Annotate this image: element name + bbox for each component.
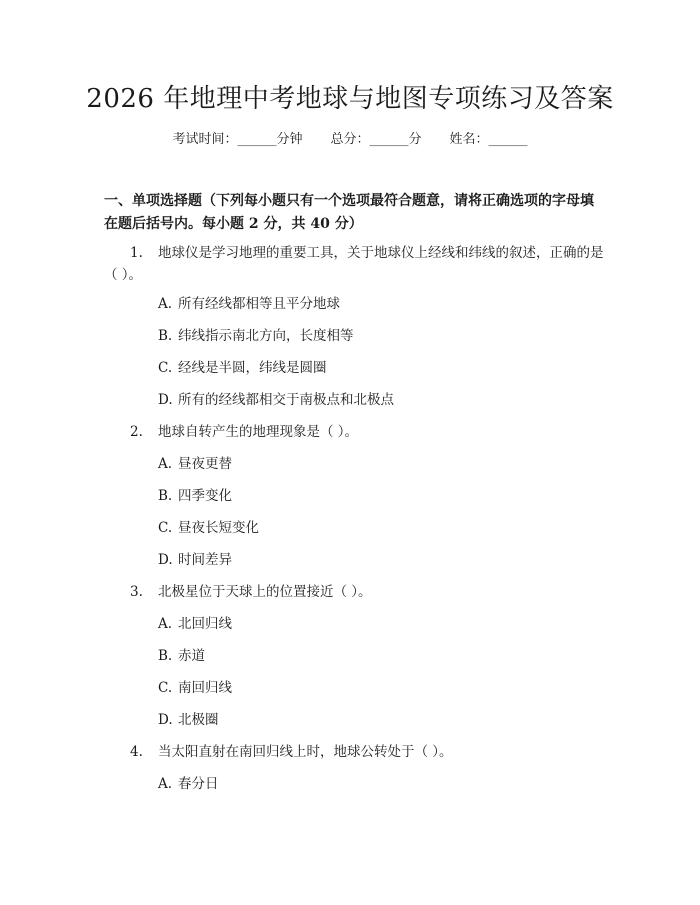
question-2-option-a [158, 453, 232, 475]
question-1-option-b [158, 325, 354, 347]
question-number: 3. [130, 584, 143, 600]
option-text: 赤道 [178, 648, 205, 664]
question-1-option-d [158, 389, 394, 411]
option-text: 春分日 [178, 776, 219, 792]
question-3-option-d [158, 709, 219, 731]
option-text: 纬线指示南北方向，长度相等 [178, 328, 354, 344]
option-letter: D. [158, 392, 173, 408]
option-letter: A. [158, 456, 173, 472]
option-text: 昼夜更替 [178, 456, 232, 472]
section-heading: 一、单项选择题（下列每小题只有一个选项最符合题意，请将正确选项的字母填在题后括号内。每小题 2 分，共 40 分） [104, 193, 594, 232]
option-letter: A. [158, 776, 173, 792]
page-title: 2026 年地理中考地球与地图专项练习及答案 [86, 84, 614, 114]
question-number: 1. [130, 245, 143, 261]
option-letter: C. [158, 520, 173, 536]
option-text: 昼夜长短变化 [178, 520, 259, 536]
question-2 [104, 421, 604, 443]
question-text: 地球自转产生的地理现象是（ ）。 [158, 424, 359, 440]
option-letter: A. [158, 296, 173, 312]
question-number: 2. [130, 424, 143, 440]
option-letter: B. [158, 328, 173, 344]
option-text: 时间差异 [178, 552, 232, 568]
option-text: 所有经线都相等且平分地球 [178, 296, 340, 312]
question-text: 北极星位于天球上的位置接近（ ）。 [158, 584, 372, 600]
question-4-option-a [158, 773, 219, 795]
question-text: 地球仪是学习地理的重要工具，关于地球仪上经线和纬线的叙述，正确的是（ ）。 [104, 245, 604, 283]
option-letter: B. [158, 648, 173, 664]
option-text: 北极圈 [178, 712, 219, 728]
option-text: 四季变化 [178, 488, 232, 504]
question-number: 4. [130, 744, 143, 760]
option-letter: A. [158, 616, 173, 632]
question-2-option-c [158, 517, 259, 539]
question-3-option-c [158, 677, 232, 699]
option-text: 所有的经线都相交于南极点和北极点 [178, 392, 394, 408]
exam-meta [0, 130, 700, 150]
exam-time-field: 考试时间：______分钟 [172, 132, 303, 147]
option-letter: C. [158, 360, 173, 376]
option-text: 南回归线 [178, 680, 232, 696]
question-1-option-a [158, 293, 340, 315]
question-1-option-c [158, 357, 327, 379]
option-letter: C. [158, 680, 173, 696]
option-letter: B. [158, 488, 173, 504]
student-name-field: 姓名：______ [449, 132, 528, 147]
option-letter: D. [158, 552, 173, 568]
question-3-option-b [158, 645, 205, 667]
option-text: 经线是半圆，纬线是圆圈 [178, 360, 327, 376]
question-text: 当太阳直射在南回归线上时，地球公转处于（ ）。 [158, 744, 453, 760]
total-score-field: 总分：______分 [330, 132, 422, 147]
option-letter: D. [158, 712, 173, 728]
question-3-option-a [158, 613, 232, 635]
question-2-option-d [158, 549, 232, 571]
question-4 [104, 741, 604, 763]
option-text: 北回归线 [178, 616, 232, 632]
question-2-option-b [158, 485, 232, 507]
question-3 [104, 581, 604, 603]
question-1 [104, 242, 604, 286]
